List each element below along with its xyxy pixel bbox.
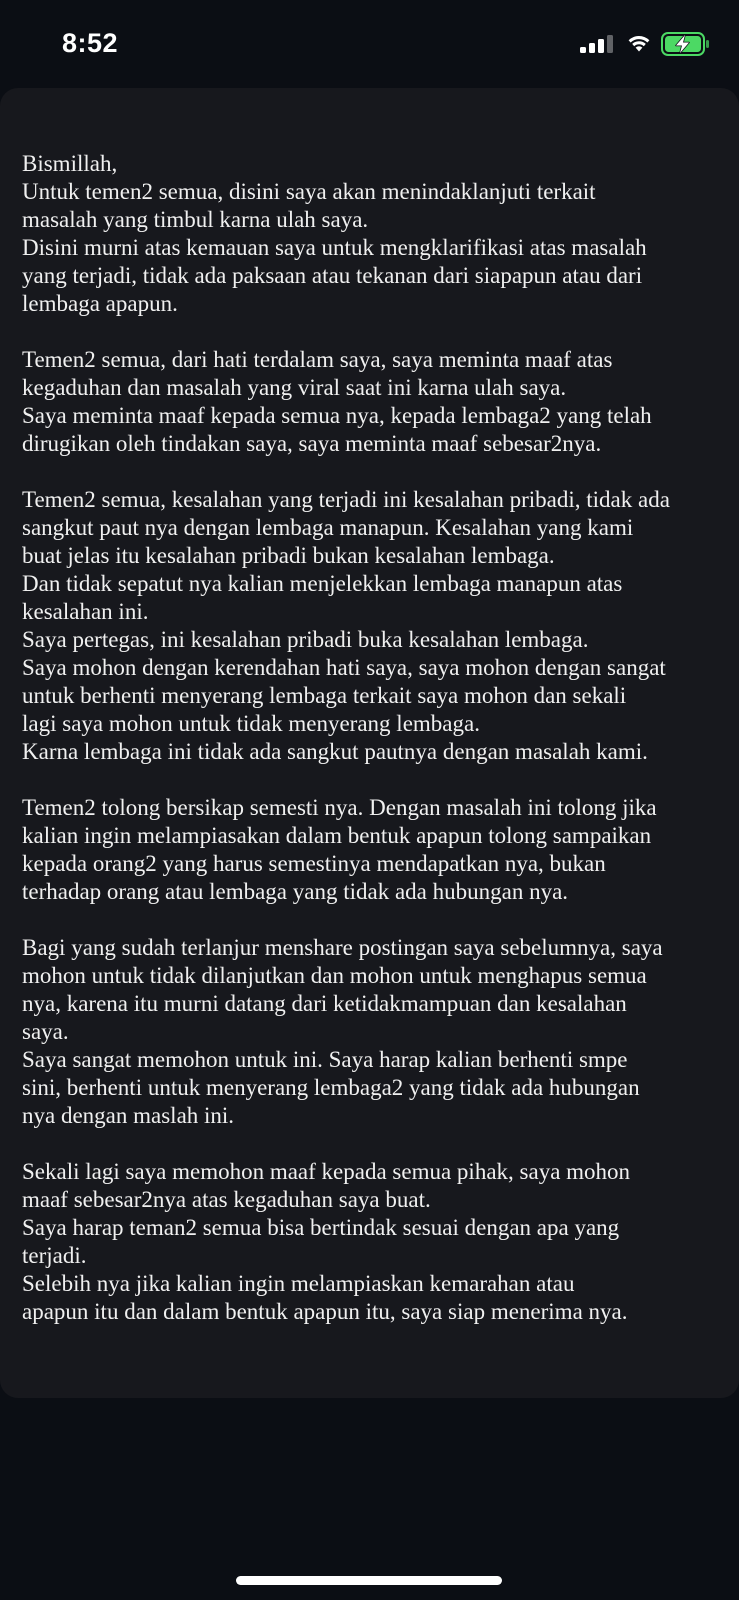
home-indicator[interactable] (236, 1576, 502, 1585)
wifi-icon (627, 33, 651, 53)
cellular-signal-icon (580, 35, 614, 53)
battery-charging-icon (661, 32, 711, 56)
status-bar (0, 0, 739, 84)
note-text: Bismillah, Untuk temen2 semua, disini saya akan menindaklanjuti terkait masalah yang timbul karna ulah saya. Disini murni atas kemauan saya untuk mengklarifikasi atas masalah yang terjadi, tidak ada paksaan atau tekanan dari siapapun atau dari lembaga apapun. Temen2 semua, dari hati terdalam saya, saya meminta maaf atas kegaduhan dan masalah yang viral saat ini karna ulah saya. Saya meminta maaf kepada semua nya, kepada lembaga2 yang telah dirugikan oleh tindakan saya, saya meminta maaf sebesar2nya. Temen2 semua, kesalahan yang terjadi ini kesalahan pribadi, tidak ada sangkut paut nya dengan lembaga manapun. Kesalahan yang kami buat jelas itu kesalahan pribadi bukan kesalahan lembaga. Dan tidak sepatut nya kalian menjelekkan lembaga manapun atas kesalahan ini. Saya pertegas, ini kesalahan pribadi buka kesalahan lembaga. Saya mohon dengan kerendahan hati saya, saya mohon dengan sangat untuk berhenti menyerang lembaga terkait saya mohon dan sekali lagi saya mohon untuk tidak menyerang lembaga. Karna lembaga ini tidak ada sangkut pautnya dengan masalah kami. Temen2 tolong bersikap semesti nya. Dengan masalah ini tolong jika kalian ingin melampiasakan dalam bentuk apapun tolong sampaikan kepada orang2 yang harus semestinya mendapatkan nya, bukan terhadap orang atau lembaga yang tidak ada hubungan nya. Bagi yang sudah terlanjur menshare postingan saya sebelumnya, saya mohon untuk tidak dilanjutkan dan mohon untuk menghapus semua nya, karena itu murni datang dari ketidakmampuan dan kesalahan saya. Saya sangat memohon untuk ini. Saya harap kalian berhenti smpe sini, berhenti untuk menyerang lembaga2 yang tidak ada hubungan nya dengan maslah ini. Sekali lagi saya memohon maaf kepada semua pihak, saya mohon maaf sebesar2nya atas kegaduhan saya buat. Saya harap teman2 semua bisa bertindak sesuai dengan apa yang terjadi. Selebih nya jika kalian ingin melampiaskan kemarahan atau apapun itu dan dalam bentuk apapun itu, saya siap menerima nya. (22, 151, 670, 1324)
status-time: 8:52 (62, 28, 119, 58)
